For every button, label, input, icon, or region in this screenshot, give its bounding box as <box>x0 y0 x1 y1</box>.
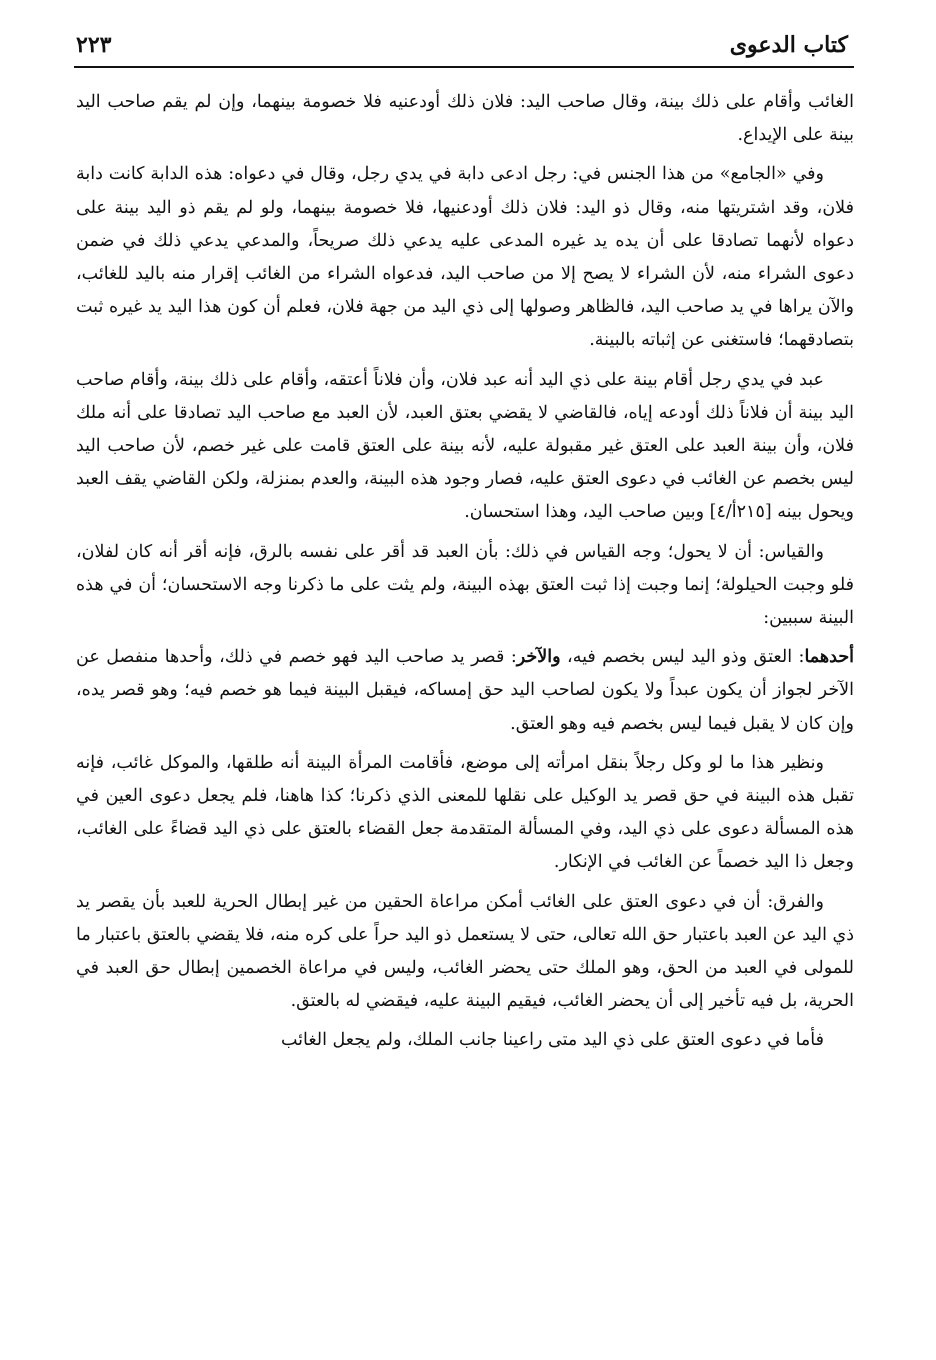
header-divider <box>74 66 854 68</box>
page-number: ٢٢٣ <box>76 32 112 58</box>
term-second: والآخر <box>516 647 561 668</box>
body-text <box>76 86 854 1064</box>
paragraph-4: والقياس: أن لا يحول؛ وجه القياس في ذلك: بأن العبد قد أقر على نفسه بالرق، فإنه أقر أنه كان لفلان، فلو وجبت الحيلولة؛ إنما وجبت إذا ثبت العتق بهذه البينة، ولم يثت على ما ذكرنا وجه الاستحسان؛ أن في هذه البينة سببين: <box>76 541 854 629</box>
paragraph-1: الغائب وأقام على ذلك بينة، وقال صاحب اليد: فلان ذلك أودعنيه فلا خصومة بينهما، وإن لم يقم صاحب اليد بينة على الإيداع. <box>76 92 854 146</box>
paragraph-5-part-2: : قصر يد صاحب اليد فهو خصم في ذلك، وأحدها منفصل عن الآخر لجواز أن يكون عبداً ولا يكون لصاحب اليد حق إمساكه، فيقبل البينة فيما هو خصم فيه؛ وهو قصر يده، وإن كان لا يقبل فيما ليس بخصم فيه وهو العتق. <box>76 647 854 734</box>
paragraph-2: وفي «الجامع» من هذا الجنس في: رجل ادعى دابة في يدي رجل، وقال في دعواه: هذه الدابة كانت دابة فلان، وقد اشتريتها منه، وقال ذو اليد: فلان ذلك أودعنيها، فلا خصومة بينهما، ولو لم يقم ذو اليد بينة على دعواه لأنهما تصادقا على أن يده يد غيره المدعى عليه يدعي ذلك صريحاً، والمدعي يدعي ذلك في ضمن دعوى الشراء منه، لأن الشراء لا يصح إلا من صاحب اليد، فدعواه الشراء من الغائب إقرار منه باليد للغائب، والآن يراها في يد صاحب اليد، فالظاهر وصولها إلى ذي اليد من جهة فلان، فعلم أن كون هذا اليد يد غيره ثبت بتصادقهما؛ فاستغنى عن إثباته بالبينة. <box>76 164 854 351</box>
running-header <box>72 30 852 64</box>
paragraph-6: ونظير هذا ما لو وكل رجلاً بنقل امرأته إلى موضع، فأقامت المرأة البينة أنه طلقها، والموكل غائب، فإنه تقبل هذه البينة في حق قصر يد الوكيل على نقلها للمعنى الذي ذكرنا؛ كذا هاهنا، فلم يجعل دعوى العين في هذه المسألة دعوى على ذي اليد، وفي المسألة المتقدمة جعل القضاء بالعتق على ذي اليد قضاءً على الغائب، وجعل ذا اليد خصماً عن الغائب في الإنكار. <box>76 752 855 873</box>
term-first: أحدهما <box>804 647 855 668</box>
paragraph-5-part-1: : العتق وذو اليد ليس بخصم فيه، <box>560 647 805 668</box>
book-title: كتاب الدعوى <box>729 32 848 58</box>
paragraph-7: والفرق: أن في دعوى العتق على الغائب أمكن مراعاة الحقين من غير إبطال الحرية للعبد بأن يقصر يد ذي اليد عن العبد باعتبار حق الله تعالى، حتى لا يستعمل ذو اليد حراً على كره منه، فلا يقضي بالعتق باعتبار ما للمولى في العبد من الحق، وهو الملك حتى يحضر الغائب، وليس في مراعاة الخصمين إبطال حق العبد في الحرية، بل فيه تأخير إلى أن يحضر الغائب، فيقيم البينة عليه، فيقضي له بالعتق. <box>76 891 854 1012</box>
paragraph-5 <box>76 641 854 741</box>
paragraph-3: عبد في يدي رجل أقام بينة على ذي اليد أنه عبد فلان، وأن فلاناً أعتقه، وأقام على ذلك بينة، وأقام صاحب اليد بينة أن فلاناً ذلك أودعه إياه، فالقاضي لا يقضي بعتق العبد، لأن العبد مع صاحب اليد تصادقا على أنه ملك فلان، وأن بينة العبد على العتق غير مقبولة عليه، لأنه بينة على العتق قامت على غير خصم، لأن صاحب اليد ليس بخصم عن الغائب في دعوى العتق عليه، فصار وجود هذه البينة، والعدم بمنزلة، ولكن القاضي يقف العبد ويحول بينه [٢١٥أ/٤] وبين صاحب اليد، وهذا استحسان. <box>76 369 854 523</box>
paragraph-8: فأما في دعوى العتق على ذي اليد متى راعينا جانب الملك، ولم يجعل الغائب <box>280 1030 824 1051</box>
